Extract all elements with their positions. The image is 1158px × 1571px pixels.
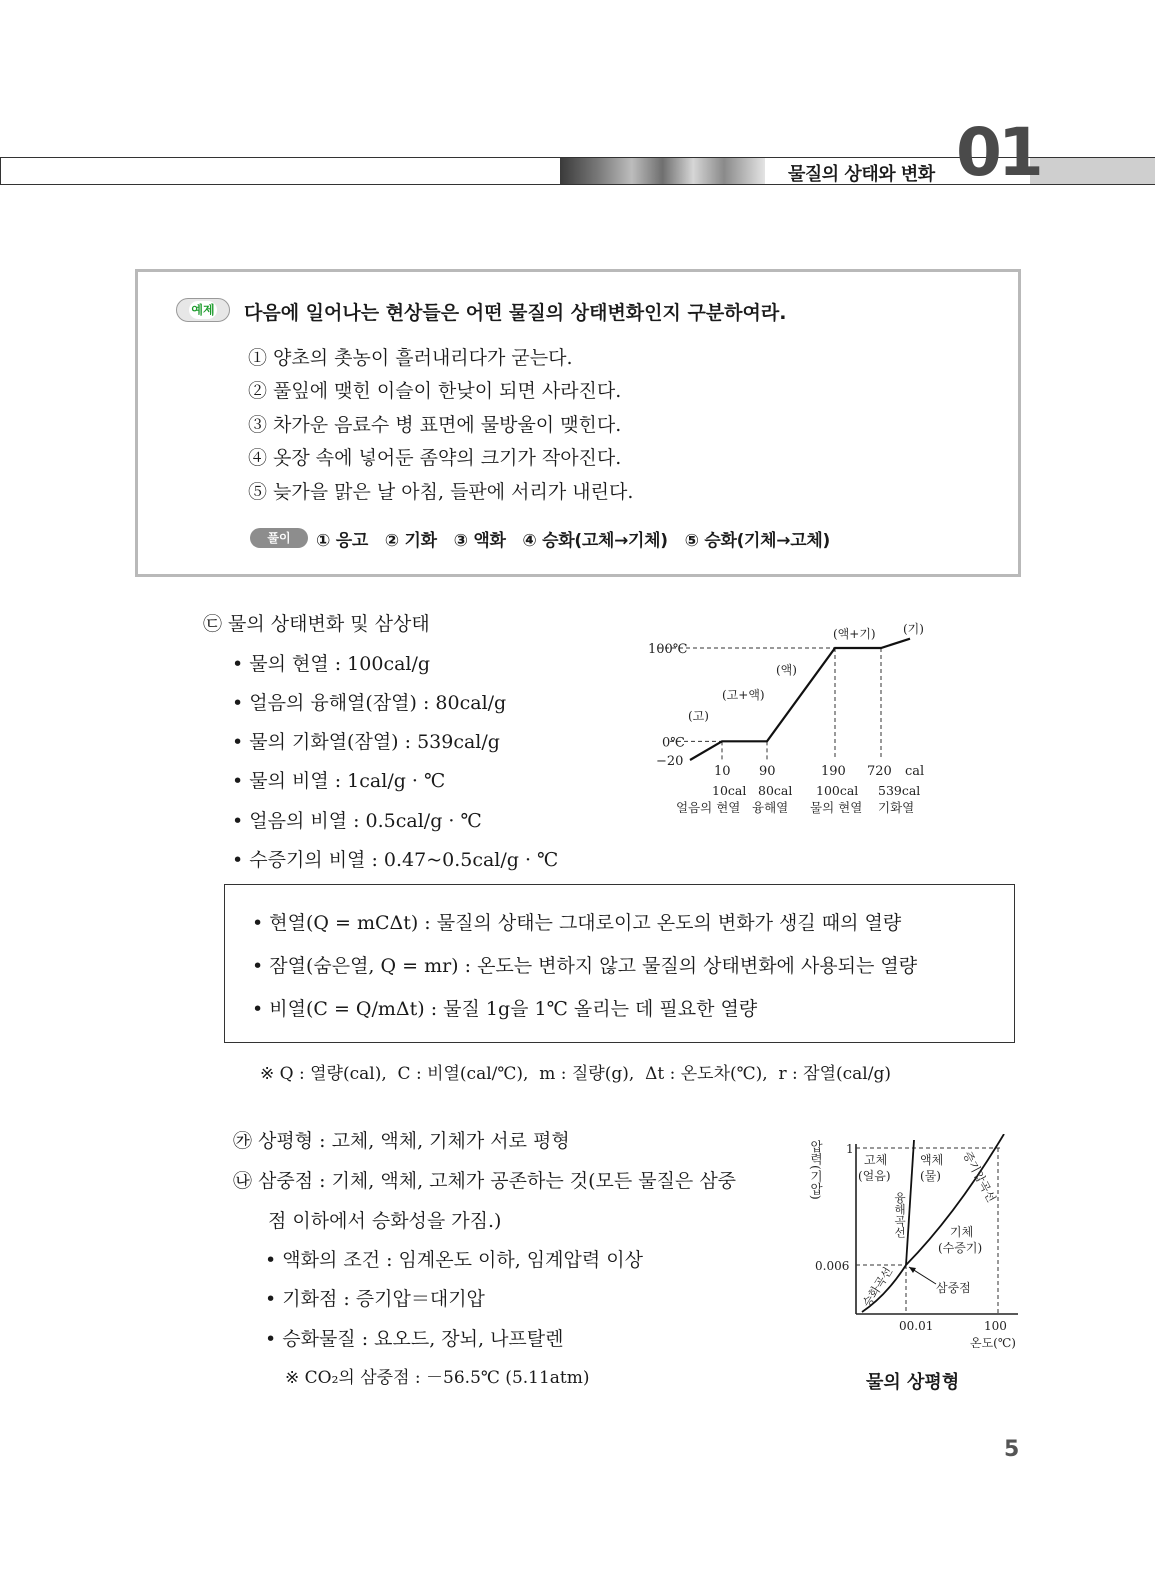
energy-name: 기화열 xyxy=(878,800,915,815)
solution-text: ① 응고 ② 기화 ③ 액화 ④ 승화(고체→기체) ⑤ 승화(기체→고체) xyxy=(316,531,830,551)
example-item: ② 풀잎에 맺힌 이슬이 한낮이 되면 사라진다. xyxy=(248,380,622,402)
phase-diagram-caption: 물의 상평형 xyxy=(866,1372,960,1393)
example-item: ③ 차가운 음료수 병 표면에 물방울이 맺힌다. xyxy=(248,414,622,436)
definition-item: • 비열(C = Q/mΔt) : 물질 1g을 1℃ 올리는 데 필요한 열량 xyxy=(252,998,758,1020)
region-label: 고체 xyxy=(864,1153,888,1167)
property-item: • 물의 현열 : 100cal/g xyxy=(232,653,431,675)
header-gray-block xyxy=(1030,158,1155,184)
section-heading: ㉢ 물의 상태변화 및 삼상태 xyxy=(203,613,430,635)
y-tick-label: 100℃ xyxy=(648,642,688,657)
segment-label: (고+액) xyxy=(722,688,765,702)
y-tick-label: −20 xyxy=(656,754,684,769)
energy-value: 10cal xyxy=(712,783,747,798)
definition-item: • 잠열(숨은열, Q = mr) : 온도는 변하지 않고 물질의 상태변화에 사용되는 열량 xyxy=(252,955,918,977)
property-item: • 물의 기화열(잠열) : 539cal/g xyxy=(232,731,500,753)
symbol-note: ※ Q : 열량(cal), C : 비열(cal/℃), m : 질량(g), Δt : 온도차(℃), r : 잠열(cal/g) xyxy=(260,1064,891,1084)
example-item: ⑤ 늦가을 맑은 날 아침, 들판에 서리가 내린다. xyxy=(248,481,634,503)
x-axis-label: 온도(℃) xyxy=(970,1336,1016,1350)
region-label: (물) xyxy=(920,1169,941,1183)
curve-label: 승화곡선 xyxy=(859,1264,896,1310)
y-tick-label: 0℃ xyxy=(662,735,685,751)
x-tick-label: cal xyxy=(905,764,925,779)
phase-item: ㉯ 삼중점 : 기체, 액체, 고체가 공존하는 것(모든 물질은 삼중 xyxy=(233,1170,737,1192)
chapter-number: 01 xyxy=(956,114,1040,191)
region-label: (수증기) xyxy=(938,1241,983,1255)
segment-label: (액) xyxy=(776,663,797,677)
triple-point-label: 삼중점 xyxy=(936,1281,971,1295)
definition-item: • 현열(Q = mCΔt) : 물질의 상태는 그대로이고 온도의 변화가 생길 때의 열량 xyxy=(252,912,902,934)
phase-item: ㉮ 상평형 : 고체, 액체, 기체가 서로 평형 xyxy=(233,1130,570,1152)
melting-curve xyxy=(906,1140,914,1265)
phase-item: • 승화물질 : 요오드, 장뇌, 나프탈렌 xyxy=(265,1328,564,1350)
x-tick-label: 100 xyxy=(984,1319,1007,1333)
energy-value: 80cal xyxy=(758,783,793,798)
energy-value: 539cal xyxy=(878,783,921,798)
phase-item: • 기화점 : 증기압＝대기압 xyxy=(265,1288,485,1310)
chart-guides xyxy=(658,648,881,760)
property-item: • 물의 비열 : 1cal/g · ℃ xyxy=(232,770,446,792)
energy-value: 100cal xyxy=(816,783,859,798)
heating-curve-chart xyxy=(640,612,940,822)
page-number: 5 xyxy=(1004,1437,1020,1462)
y-tick-label: 1 xyxy=(846,1142,854,1156)
x-tick-label: 190 xyxy=(821,764,846,779)
example-question: 다음에 일어나는 현상들은 어떤 물질의 상태변화인지 구분하여라. xyxy=(244,302,787,324)
example-badge-label: 예제 xyxy=(189,301,217,319)
x-tick-label: 00.01 xyxy=(899,1319,934,1333)
x-tick-label: 10 xyxy=(714,764,731,779)
phase-item: • 액화의 조건 : 임계온도 이하, 임계압력 이상 xyxy=(265,1249,643,1271)
property-item: • 수증기의 비열 : 0.47~0.5cal/g · ℃ xyxy=(232,849,559,871)
x-tick-label: 90 xyxy=(759,764,776,779)
energy-name: 물의 현열 xyxy=(810,800,863,815)
segment-label: (고) xyxy=(688,709,709,723)
co2-note: ※ CO₂의 삼중점 : －56.5℃ (5.11atm) xyxy=(285,1368,590,1388)
curve-label: 융해곡선 xyxy=(893,1192,907,1238)
solution-badge: 풀이 xyxy=(250,528,308,548)
energy-name: 얼음의 현열 xyxy=(676,800,741,815)
region-label: 액체 xyxy=(920,1153,944,1167)
segment-label: (액+기) xyxy=(833,627,876,641)
y-axis-label: 압력(기압) xyxy=(808,1140,824,1200)
x-tick-label: 720 xyxy=(867,764,892,779)
y-tick-label: 0.006 xyxy=(815,1259,850,1273)
phase-item: 점 이하에서 승화성을 가짐.) xyxy=(268,1210,502,1232)
header-lab-photo xyxy=(560,158,765,184)
segment-label: (기) xyxy=(903,622,924,636)
chapter-title: 물질의 상태와 변화 xyxy=(788,164,935,185)
phase-diagram-chart xyxy=(806,1134,1028,1364)
property-item: • 얼음의 융해열(잠열) : 80cal/g xyxy=(232,692,507,714)
region-label: 기체 xyxy=(950,1225,974,1239)
example-item: ① 양초의 촛농이 흘러내리다가 굳는다. xyxy=(248,347,573,369)
energy-name: 융해열 xyxy=(752,800,789,815)
property-item: • 얼음의 비열 : 0.5cal/g · ℃ xyxy=(232,810,482,832)
region-label: (얼음) xyxy=(858,1169,891,1183)
curve-label: 증기압곡선 xyxy=(960,1148,999,1205)
triple-point-arrowhead xyxy=(909,1267,916,1273)
example-item: ④ 옷장 속에 넣어둔 좀약의 크기가 작아진다. xyxy=(248,447,622,469)
